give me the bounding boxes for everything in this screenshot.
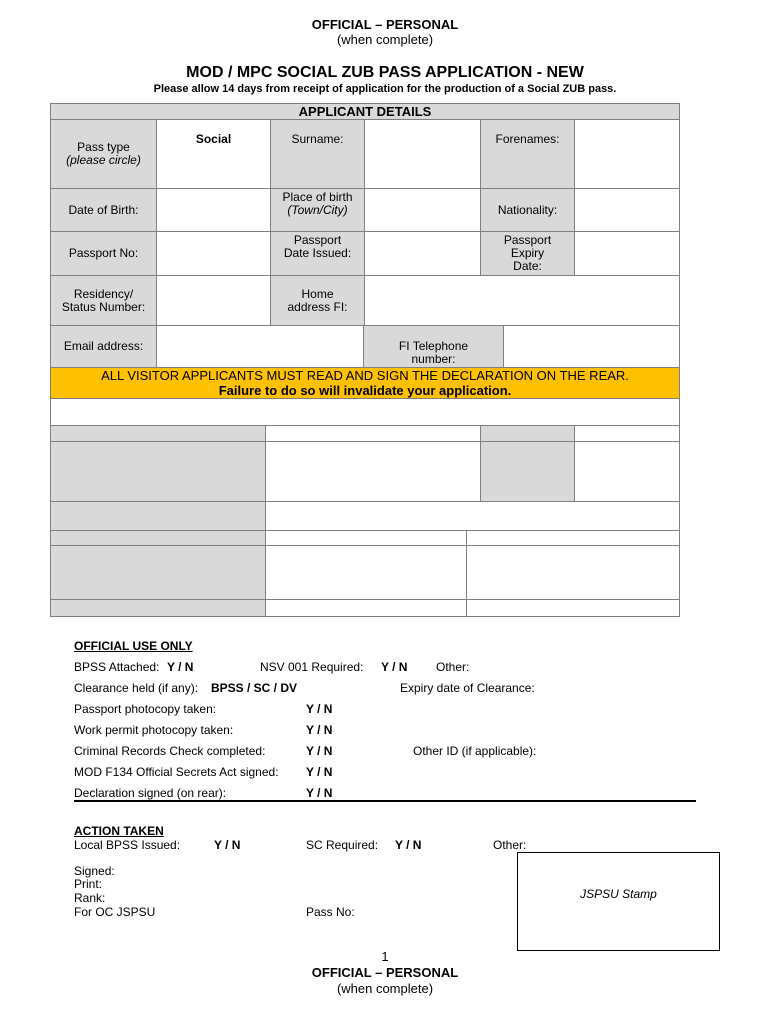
criminal-records-label: Criminal Records Check completed: [74, 744, 266, 758]
passport-issued-label-cell [270, 231, 365, 276]
passport-expiry-label-3: Date: [513, 259, 542, 273]
other-id-label: Other ID (if applicable): [413, 744, 537, 758]
passport-expiry-label-cell [480, 231, 575, 276]
declaration-warning [50, 367, 680, 399]
official-divider [74, 800, 696, 802]
pass-no-label: Pass No: [306, 905, 355, 919]
blank-field[interactable] [265, 530, 467, 546]
local-bpss-label: Local BPSS Issued: [74, 838, 181, 852]
passport-expiry-label-2: Expiry [510, 246, 545, 260]
passport-no-field[interactable] [156, 231, 271, 276]
declaration-warning-line-2: Failure to do so will invalidate your application. [218, 383, 512, 398]
work-permit-label: Work permit photocopy taken: [74, 723, 234, 737]
blank-field[interactable] [574, 441, 680, 502]
passport-photocopy-label: Passport photocopy taken: [74, 702, 217, 716]
surname-label: Surname: [270, 119, 365, 189]
page-title: MOD / MPC SOCIAL ZUB PASS APPLICATION - NEW [186, 64, 584, 81]
fi-telephone-label-1: FI Telephone [398, 339, 469, 353]
home-address-label-1: Home [301, 286, 334, 301]
surname-field[interactable] [364, 119, 481, 189]
nsv-required-value[interactable]: Y / N [381, 660, 408, 674]
sc-required-label: SC Required: [306, 838, 379, 852]
clearance-expiry-label: Expiry date of Clearance: [400, 681, 535, 695]
blank-field[interactable] [265, 441, 481, 502]
page-subtitle: Please allow 14 days from receipt of application for the production of a Social ZUB pass. [153, 83, 617, 95]
forenames-field[interactable] [574, 119, 680, 189]
blank-field[interactable] [265, 501, 680, 531]
blank-label-cell [50, 425, 266, 442]
declaration-signed-label: Declaration signed (on rear): [74, 786, 227, 800]
passport-issued-label-1: Passport [293, 233, 342, 247]
action-taken-title: ACTION TAKEN [74, 824, 164, 838]
residency-label-1: Residency/ [73, 286, 134, 301]
bpss-attached-value[interactable]: Y / N [167, 660, 194, 674]
pass-type-label: Pass type [77, 140, 130, 154]
passport-no-label: Passport No: [50, 231, 157, 276]
passport-issued-label-2: Date Issued: [283, 246, 352, 260]
blank-label-cell [480, 425, 575, 442]
nsv-required-label: NSV 001 Required: [260, 660, 364, 674]
header-classification: OFFICIAL – PERSONAL [311, 17, 459, 32]
pob-field[interactable] [364, 188, 481, 232]
pass-type-hint: (please circle) [66, 153, 141, 167]
blank-label-cell [50, 545, 266, 600]
declaration-signed-value[interactable]: Y / N [306, 786, 333, 800]
stamp-label: JSPSU Stamp [580, 887, 657, 901]
passport-expiry-label-1: Passport [503, 233, 552, 247]
official-secrets-value[interactable]: Y / N [306, 765, 333, 779]
home-address-field[interactable] [364, 275, 680, 326]
footer-qualifier: (when complete) [336, 981, 434, 996]
residency-label-cell [50, 275, 157, 326]
forenames-label: Forenames: [480, 119, 575, 189]
dob-field[interactable] [156, 188, 271, 232]
declaration-warning-line-1: ALL VISITOR APPLICANTS MUST READ AND SIGN THE DECLARATION ON THE REAR. [101, 368, 629, 383]
pob-label: Place of birth [282, 190, 353, 204]
clearance-held-label: Clearance held (if any): [74, 681, 199, 695]
home-address-label-cell [270, 275, 365, 326]
blank-field[interactable] [574, 425, 680, 442]
blank-field[interactable] [466, 599, 680, 617]
blank-field[interactable] [265, 545, 467, 600]
nationality-field[interactable] [574, 188, 680, 232]
page-number: 1 [381, 949, 389, 964]
action-other-label: Other: [493, 838, 527, 852]
blank-field[interactable] [265, 425, 481, 442]
blank-field[interactable] [466, 530, 680, 546]
passport-issued-field[interactable] [364, 231, 481, 276]
local-bpss-value[interactable]: Y / N [214, 838, 241, 852]
blank-field[interactable] [265, 599, 467, 617]
work-permit-value[interactable]: Y / N [306, 723, 333, 737]
fi-telephone-label-cell [363, 325, 504, 368]
blank-label-cell [50, 530, 266, 546]
home-address-label-2: address FI: [287, 299, 348, 314]
blank-row[interactable] [50, 398, 680, 426]
blank-field[interactable] [466, 545, 680, 600]
blank-label-cell [50, 441, 266, 502]
for-oc-label: For OC JSPSU [74, 905, 156, 919]
official-secrets-label: MOD F134 Official Secrets Act signed: [74, 765, 279, 779]
header-qualifier: (when complete) [336, 32, 434, 47]
applicant-section-title: APPLICANT DETAILS [50, 103, 680, 120]
rank-label: Rank: [74, 891, 106, 905]
blank-label-cell [50, 599, 266, 617]
official-other-label: Other: [436, 660, 470, 674]
print-label: Print: [74, 877, 103, 891]
blank-label-cell [480, 441, 575, 502]
passport-photocopy-value[interactable]: Y / N [306, 702, 333, 716]
bpss-attached-label: BPSS Attached: [74, 660, 160, 674]
pob-hint: (Town/City) [287, 203, 348, 217]
fi-telephone-label-2: number: [411, 352, 456, 366]
pass-type-value[interactable]: Social [156, 119, 271, 189]
blank-label-cell [50, 501, 266, 531]
pass-type-label-cell [50, 119, 157, 189]
clearance-held-value[interactable]: BPSS / SC / DV [211, 681, 298, 695]
dob-label: Date of Birth: [50, 188, 157, 232]
residency-field[interactable] [156, 275, 271, 326]
footer-classification: OFFICIAL – PERSONAL [311, 965, 459, 980]
official-use-title: OFFICIAL USE ONLY [74, 639, 193, 653]
residency-label-2: Status Number: [61, 299, 146, 314]
sc-required-value[interactable]: Y / N [395, 838, 422, 852]
passport-expiry-field[interactable] [574, 231, 680, 276]
fi-telephone-field[interactable] [503, 325, 680, 368]
pob-label-cell [270, 188, 365, 232]
email-label: Email address: [50, 325, 157, 368]
nationality-label: Nationality: [480, 188, 575, 232]
email-field[interactable] [156, 325, 364, 368]
signed-label: Signed: [74, 864, 115, 878]
stamp-box [517, 852, 720, 951]
criminal-records-value[interactable]: Y / N [306, 744, 333, 758]
